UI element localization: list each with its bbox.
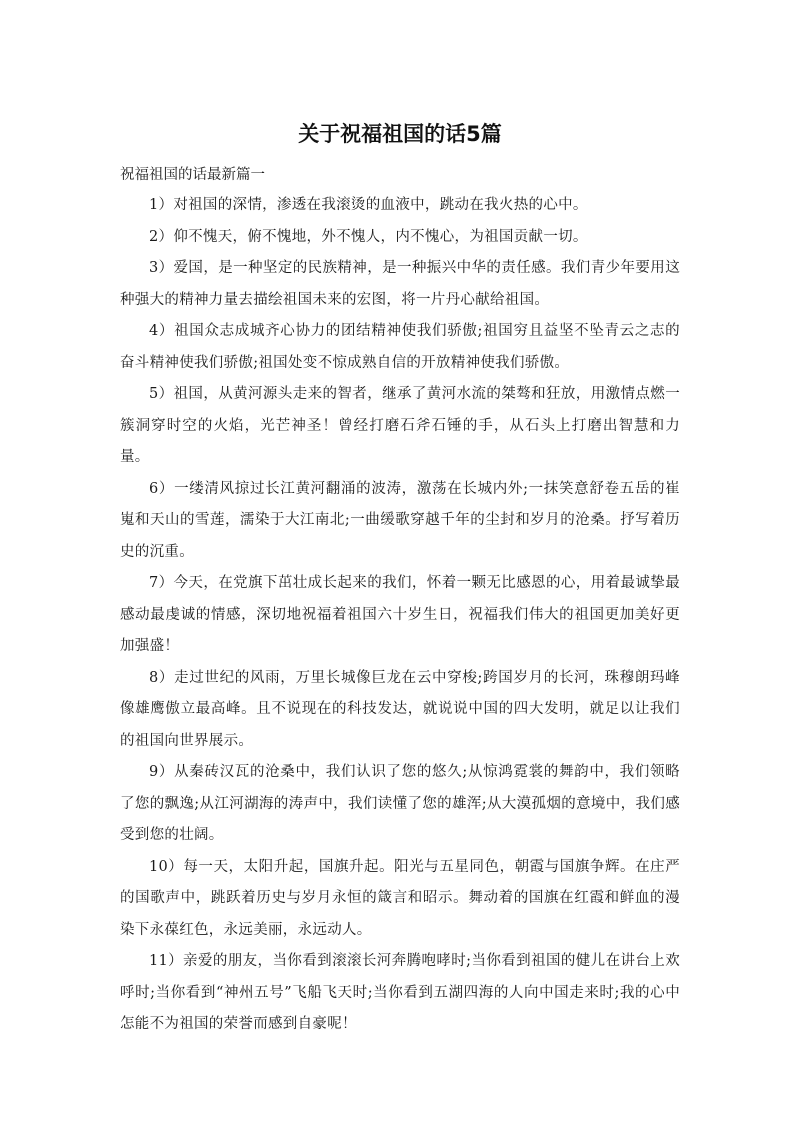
paragraph-5: 5）祖国，从黄河源头走来的智者，继承了黄河水流的桀骜和狂放，用激情点燃一簇洞穿时空的火焰，光芒神圣！曾经打磨石斧石锤的手，从石头上打磨出智慧和力量。 [120,386,680,465]
paragraph-4: 4）祖国众志成城齐心协力的团结精神使我们骄傲;祖国穷且益坚不坠青云之志的奋斗精神使我们骄傲;祖国处变不惊成熟自信的开放精神使我们骄傲。 [120,323,680,371]
document-title: 关于祝福祖国的话5篇 [298,122,502,146]
paragraph-3: 3）爱国，是一种坚定的民族精神，是一种振兴中华的责任感。我们青少年要用这种强大的精神力量去描绘祖国未来的宏图，将一片丹心献给祖国。 [120,260,680,308]
paragraph-9: 9）从秦砖汉瓦的沧桑中，我们认识了您的悠久;从惊鸿霓裳的舞韵中，我们领略了您的飘逸;从江河湖海的涛声中，我们读懂了您的雄浑;从大漠孤烟的意境中，我们感受到您的壮阔。 [120,764,680,843]
paragraph-6: 6）一缕清风掠过长江黄河翻涌的波涛，激荡在长城内外;一抹笑意舒卷五岳的崔嵬和天山的雪莲，濡染于大江南北;一曲缓歌穿越千年的尘封和岁月的沧桑。抒写着历史的沉重。 [120,480,680,560]
paragraph-1: 1）对祖国的深情，渗透在我滚烫的血液中，跳动在我火热的心中。 [149,197,588,213]
paragraph-2: 2）仰不愧天，俯不愧地，外不愧人，内不愧心，为祖国贡献一切。 [149,228,588,245]
document-body [120,160,680,1041]
paragraph-11: 11）亲爱的朋友，当你看到滚滚长河奔腾咆哮时;当你看到祖国的健儿在讲台上欢呼时;当你看到“神州五号”飞船飞天时;当你看到五湖四海的人向中国走来时;我的心中怎能不为祖国的荣誉而感到自豪呢！ [120,953,680,1032]
paragraph-7: 7）今天，在党旗下茁壮成长起来的我们，怀着一颗无比感恩的心，用着最诚挚最感动最虔诚的情感，深切地祝福着祖国六十岁生日，祝福我们伟大的祖国更加美好更加强盛！ [120,575,680,654]
paragraph-10: 10）每一天，太阳升起，国旗升起。阳光与五星同色，朝霞与国旗争辉。在庄严的国歌声中，跳跃着历史与岁月永恒的箴言和昭示。舞动着的国旗在红霞和鲜血的漫染下永葆红色，永远美丽，永远动人。 [120,858,680,938]
section-heading: 祝福祖国的话最新篇一 [120,167,265,183]
paragraph-8: 8）走过世纪的风雨，万里长城像巨龙在云中穿梭;跨国岁月的长河，珠穆朗玛峰像雄鹰傲立最高峰。且不说现在的科技发达，就说说中国的四大发明，就足以让我们的祖国向世界展示。 [120,669,680,749]
